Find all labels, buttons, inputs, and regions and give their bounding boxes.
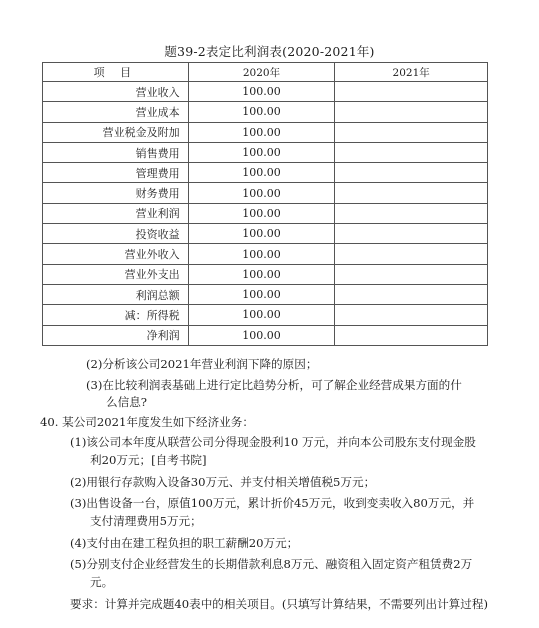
header-2020: 2020年 <box>188 63 335 82</box>
row-item-label: 营业利润 <box>43 203 189 223</box>
table-row <box>43 244 488 264</box>
row-value-2021 <box>335 163 488 183</box>
row-value-2020: 100.00 <box>188 224 335 244</box>
question-40-5-line2: 元。 <box>90 575 114 589</box>
row-item-label: 营业成本 <box>43 102 189 122</box>
table-row <box>43 224 488 244</box>
row-value-2021 <box>335 203 488 223</box>
row-value-2020: 100.00 <box>188 305 335 325</box>
row-value-2020: 100.00 <box>188 203 335 223</box>
table-row <box>43 325 488 345</box>
row-value-2021 <box>335 224 488 244</box>
row-value-2021 <box>335 264 488 284</box>
table-title: 题39-2表定比利润表(2020-2021年) <box>164 44 375 59</box>
row-value-2020: 100.00 <box>188 82 335 102</box>
question-40-title: 40. 某公司2021年度发生如下经济业务： <box>40 415 254 429</box>
profit-table <box>42 62 488 346</box>
table-header-row <box>43 63 488 82</box>
table-row <box>43 305 488 325</box>
table-row <box>43 183 488 203</box>
row-value-2021 <box>335 325 488 345</box>
row-item-label: 减：所得税 <box>43 305 189 325</box>
row-value-2020: 100.00 <box>188 325 335 345</box>
row-value-2021 <box>335 82 488 102</box>
row-item-label: 管理费用 <box>43 163 189 183</box>
row-item-label: 利润总额 <box>43 284 189 304</box>
question-40-2: (2)用银行存款购入设备30万元、并支付相关增值税5万元； <box>70 475 376 489</box>
row-value-2021 <box>335 102 488 122</box>
question-40-4: (4)支付由在建工程负担的职工薪酬20万元； <box>70 536 299 550</box>
table-row <box>43 264 488 284</box>
row-value-2021 <box>335 142 488 162</box>
table-row <box>43 142 488 162</box>
table-row <box>43 82 488 102</box>
question-40-3-line2: 支付清理费用5万元； <box>90 514 202 528</box>
question-40-5-line1: (5)分别支付企业经营发生的长期借款利息8万元、融资租入固定资产租赁费2万 <box>70 557 473 571</box>
row-value-2021 <box>335 284 488 304</box>
row-value-2020: 100.00 <box>188 264 335 284</box>
header-2021: 2021年 <box>335 63 488 82</box>
row-item-label: 营业税金及附加 <box>43 122 189 142</box>
row-item-label: 财务费用 <box>43 183 189 203</box>
row-value-2020: 100.00 <box>188 142 335 162</box>
question-40-1-line1: (1)该公司本年度从联营公司分得现金股利10 万元，并向本公司股东支付现金股 <box>70 435 476 449</box>
row-value-2020: 100.00 <box>188 284 335 304</box>
question-39-2: (2)分析该公司2021年营业利润下降的原因； <box>86 357 318 371</box>
requirement-text: 要求：计算并完成题40表中的相关项目。(只填写计算结果，不需要列出计算过程) <box>70 597 488 611</box>
question-39-3-line2: 么信息? <box>106 395 147 409</box>
row-value-2021 <box>335 305 488 325</box>
row-item-label: 销售费用 <box>43 142 189 162</box>
table-row <box>43 122 488 142</box>
table-row <box>43 163 488 183</box>
row-value-2020: 100.00 <box>188 122 335 142</box>
row-value-2021 <box>335 183 488 203</box>
row-value-2020: 100.00 <box>188 244 335 264</box>
row-value-2021 <box>335 244 488 264</box>
row-item-label: 净利润 <box>43 325 189 345</box>
row-value-2020: 100.00 <box>188 183 335 203</box>
table-row <box>43 203 488 223</box>
header-item: 项 目 <box>43 63 189 82</box>
row-value-2020: 100.00 <box>188 163 335 183</box>
row-item-label: 营业外支出 <box>43 264 189 284</box>
question-39-3-line1: (3)在比较利润表基础上进行定比趋势分析，可了解企业经营成果方面的什 <box>86 378 462 392</box>
row-value-2020: 100.00 <box>188 102 335 122</box>
table-row <box>43 284 488 304</box>
row-item-label: 营业收入 <box>43 82 189 102</box>
row-item-label: 营业外收入 <box>43 244 189 264</box>
table-row <box>43 102 488 122</box>
question-40-1-line2: 利20万元；[自考书院] <box>90 453 207 467</box>
row-item-label: 投资收益 <box>43 224 189 244</box>
question-40-3-line1: (3)出售设备一台，原值100万元，累计折价45万元，收到变卖收入80万元，并 <box>70 496 475 510</box>
row-value-2021 <box>335 122 488 142</box>
